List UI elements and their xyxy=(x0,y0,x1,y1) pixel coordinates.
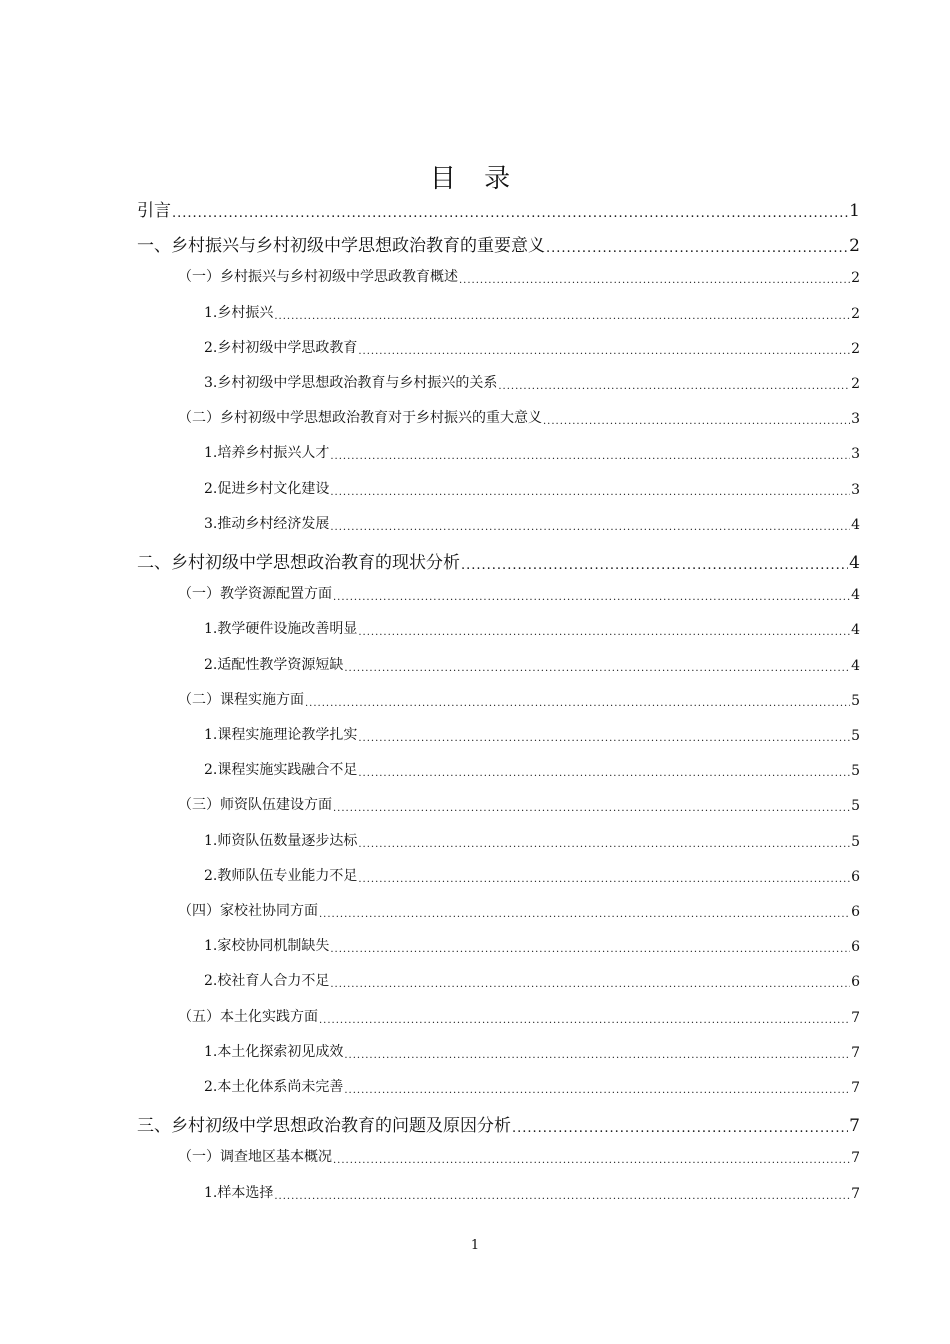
toc-dot-leader xyxy=(461,558,848,573)
toc-dot-leader xyxy=(358,768,850,779)
toc-entry-label: 1.课程实施理论教学扎实 xyxy=(204,727,358,743)
toc-dot-leader xyxy=(358,874,850,885)
toc-dot-leader xyxy=(344,1050,850,1061)
toc-entry-label: 2.本土化体系尚未完善 xyxy=(204,1079,344,1095)
toc-entry[interactable] xyxy=(137,231,860,256)
toc-dot-leader xyxy=(319,1015,850,1026)
toc-entry-page-number: 7 xyxy=(851,1080,860,1096)
toc-entry-label: 1.家校协同机制缺失 xyxy=(204,938,330,955)
toc-entry-label: 1.培养乡村振兴人才 xyxy=(204,445,330,462)
toc-dot-leader xyxy=(330,451,850,462)
toc-entry-label: 2.校社育人合力不足 xyxy=(204,973,330,990)
toc-entry-label: （五）本土化实践方面 xyxy=(178,1008,318,1025)
toc-entry-page-number: 3 xyxy=(851,446,860,463)
toc-entry-label: 二、乡村初级中学思想政治教育的现状分析 xyxy=(137,553,460,573)
toc-entry-label: （二）乡村初级中学思想政治教育对于乡村振兴的重大意义 xyxy=(178,410,542,427)
toc-entry-page-number: 7 xyxy=(851,1009,860,1026)
toc-entry-label: 1.本土化探索初见成效 xyxy=(204,1043,344,1060)
toc-entry[interactable] xyxy=(178,1146,860,1166)
toc-entry-label: 2.乡村初级中学思政教育 xyxy=(204,339,358,356)
toc-entry[interactable] xyxy=(204,478,860,498)
toc-entry-page-number: 7 xyxy=(851,1044,860,1061)
page-number: 1 xyxy=(470,1238,480,1253)
toc-entry-page-number: 1 xyxy=(849,201,860,221)
toc-entry-page-number: 3 xyxy=(851,481,860,498)
toc-dot-leader xyxy=(459,275,850,286)
toc-entry[interactable] xyxy=(204,442,860,462)
toc-entry-page-number: 4 xyxy=(851,516,860,533)
toc-dot-leader xyxy=(333,1155,850,1166)
toc-entry[interactable] xyxy=(178,900,860,920)
toc-entry-page-number: 5 xyxy=(851,833,860,850)
toc-dot-leader xyxy=(330,522,850,533)
toc-entry[interactable] xyxy=(204,830,860,850)
toc-dot-leader xyxy=(358,627,850,638)
toc-entry[interactable] xyxy=(178,407,860,427)
toc-entry[interactable] xyxy=(204,337,860,357)
toc-dot-leader xyxy=(333,592,850,603)
toc-entry[interactable] xyxy=(178,689,860,709)
toc-entry-label: 3.乡村初级中学思想政治教育与乡村振兴的关系 xyxy=(204,375,498,391)
toc-entry-page-number: 6 xyxy=(851,868,860,885)
toc-entry-page-number: 6 xyxy=(851,904,860,920)
toc-entry-page-number: 6 xyxy=(851,939,860,956)
toc-dot-leader xyxy=(344,1085,850,1096)
toc-title: 目 录 xyxy=(429,164,521,194)
toc-dot-leader xyxy=(305,698,850,709)
toc-entry-label: 1.师资队伍数量逐步达标 xyxy=(204,832,358,849)
toc-dot-leader xyxy=(498,381,850,392)
toc-entry-page-number: 4 xyxy=(849,553,860,573)
toc-entry-label: 1.乡村振兴 xyxy=(204,304,274,321)
toc-entry[interactable] xyxy=(204,372,860,392)
toc-entry-label: 1.教学硬件设施改善明显 xyxy=(204,621,358,638)
toc-entry-page-number: 2 xyxy=(851,376,860,392)
toc-entry[interactable] xyxy=(204,1041,860,1061)
toc-entry-label: 2.促进乡村文化建设 xyxy=(204,480,330,497)
toc-entry-page-number: 2 xyxy=(851,305,860,322)
toc-dot-leader xyxy=(333,803,850,814)
toc-entry-page-number: 5 xyxy=(851,798,860,815)
toc-entry-page-number: 4 xyxy=(851,657,860,674)
toc-dot-leader xyxy=(330,979,850,990)
toc-entry-page-number: 2 xyxy=(851,270,860,287)
toc-dot-leader xyxy=(274,311,850,322)
toc-entry-label: 3.推动乡村经济发展 xyxy=(204,515,330,532)
toc-dot-leader xyxy=(543,416,850,427)
toc-dot-leader xyxy=(330,487,850,498)
toc-dot-leader xyxy=(319,909,850,920)
toc-dot-leader xyxy=(330,944,850,955)
toc-entry-label: 引言 xyxy=(137,201,171,221)
toc-dot-leader xyxy=(274,1191,850,1202)
toc-dot-leader xyxy=(358,346,850,357)
toc-entry-page-number: 2 xyxy=(849,236,860,257)
toc-entry[interactable] xyxy=(178,583,860,603)
toc-entry-label: 2.适配性教学资源短缺 xyxy=(204,656,344,673)
toc-entry[interactable] xyxy=(178,266,860,286)
toc-entry-page-number: 7 xyxy=(851,1150,860,1167)
toc-entry-page-number: 3 xyxy=(851,411,860,428)
toc-entry[interactable] xyxy=(204,865,860,885)
toc-entry-page-number: 7 xyxy=(851,1185,860,1202)
toc-dot-leader xyxy=(512,1121,848,1136)
toc-entry-page-number: 6 xyxy=(851,974,860,991)
toc-entry-page-number: 4 xyxy=(851,622,860,639)
toc-entry[interactable] xyxy=(204,935,860,955)
toc-entry-label: 2.教师队伍专业能力不足 xyxy=(204,867,358,884)
toc-entry-label: 三、乡村初级中学思想政治教育的问题及原因分析 xyxy=(137,1116,511,1137)
toc-entry[interactable] xyxy=(178,1006,860,1026)
toc-entry[interactable] xyxy=(204,618,860,638)
toc-entry[interactable] xyxy=(204,654,860,674)
toc-dot-leader xyxy=(358,839,850,850)
toc-entry[interactable] xyxy=(204,724,860,744)
toc-entry-page-number: 4 xyxy=(851,587,860,604)
toc-entry-label: （四）家校社协同方面 xyxy=(178,903,318,919)
toc-entry[interactable] xyxy=(204,759,860,779)
toc-entry[interactable] xyxy=(204,1076,860,1096)
toc-entry[interactable] xyxy=(137,1111,860,1136)
toc-entry[interactable] xyxy=(204,970,860,990)
toc-dot-leader xyxy=(358,733,850,744)
toc-dot-leader xyxy=(546,241,848,256)
toc-entry[interactable] xyxy=(137,196,860,221)
toc-entry-label: （一）调查地区基本概况 xyxy=(178,1149,332,1166)
toc-entry-label: （二）课程实施方面 xyxy=(178,691,304,708)
toc-entry[interactable] xyxy=(204,302,860,322)
toc-entry[interactable] xyxy=(178,794,860,814)
toc-entry-label: （三）师资队伍建设方面 xyxy=(178,797,332,814)
toc-entry-label: 2.课程实施实践融合不足 xyxy=(204,762,358,779)
toc-entry[interactable] xyxy=(204,1182,860,1202)
toc-entry[interactable] xyxy=(137,548,860,573)
toc-entry-page-number: 5 xyxy=(851,692,860,709)
toc-entry-page-number: 7 xyxy=(849,1116,860,1137)
toc-entry-page-number: 5 xyxy=(851,728,860,744)
toc-entry-page-number: 2 xyxy=(851,340,860,357)
toc-dot-leader xyxy=(344,663,850,674)
toc-entry[interactable] xyxy=(204,513,860,533)
toc-dot-leader xyxy=(172,206,848,221)
toc-entry-page-number: 5 xyxy=(851,763,860,780)
toc-entry-label: 1.样本选择 xyxy=(204,1184,274,1201)
toc-entry-label: （一）教学资源配置方面 xyxy=(178,586,332,603)
toc-entry-label: （一）乡村振兴与乡村初级中学思政教育概述 xyxy=(178,269,458,286)
toc-entry-label: 一、乡村振兴与乡村初级中学思想政治教育的重要意义 xyxy=(137,236,545,257)
